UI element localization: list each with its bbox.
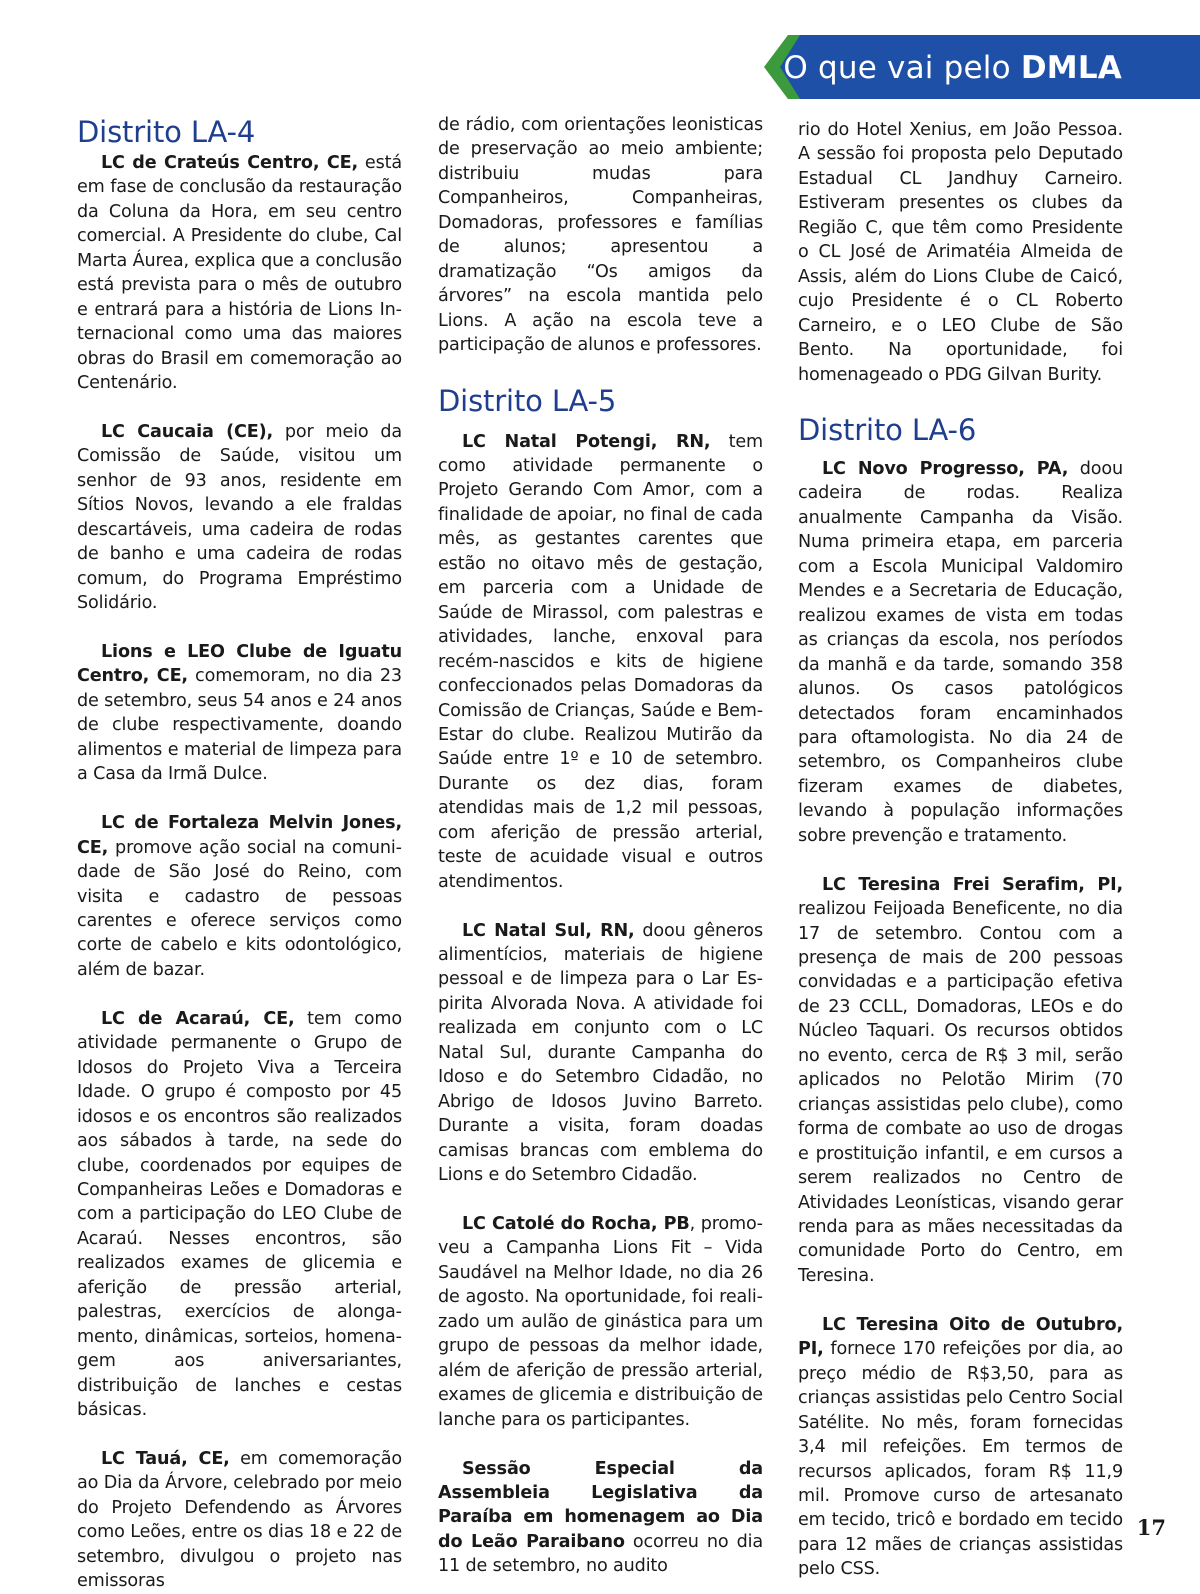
section-title: O que vai pelo DMLA (783, 50, 1122, 86)
article-acarau: LC de Acaraú, CE, tem como atividade permanente o Grupo de Idosos do Projeto Viva a Terceira Idade. O grupo é composto por 45 idosos e os encontros são realizados aos sábados à tarde, na sede do clube, coordenados por equipes de Companheiras Leões e Domadoras e com a participação do LEO Clube de Acaraú. Nesses encontros, são realizados exames de glicemia e aferição de pressão arterial, palestras, exercícios de alongamento, dinâmicas, sorteios, homenagem aos aniversariantes, distribuição de lanches e cestas básicas. (77, 1008, 402, 1421)
article-novo-progresso: LC Novo Progresso, PA, doou cadeira de rodas. Realiza anualmente Campanha da Visão. Numa primeira etapa, em parceria com a Escola Municipal Valdomiro Mendes e a Secretaria de Educação, realizou exames de vista em todas as crianças da escola, nos períodos da manhã e da tarde, somando 358 alunos. Os casos patológicos detectados foram encaminhados para oftamologista. No dia 24 de setembro, os Companheiros clube fizeram exames de diabetes, levando à população informações sobre prevenção e tratamento. (798, 458, 1123, 846)
article-assembleia-paraiba: Sessão Especial da Assembleia Legislativa da Paraíba em homenagem ao Dia do Leão Paraibano ocorreu no dia 11 de setembro, no audito (438, 1458, 764, 1577)
article-crateus: LC de Crateús Centro, CE, está em fase de conclusão da restauração da Coluna da Hora, em seu centro comercial. A Presidente do clube, Cal Marta Áurea, explica que a conclusão está prevista para o mês de outubro e entrará para a história de Lions Internacional como uma das maiores obras do Brasil em comemoração ao Centenário. (77, 153, 403, 394)
article-natal-potengi: LC Natal Potengi, RN, tem como atividade permanente o Projeto Gerando Com Amor, com a finalidade de apoiar, no final de cada mês, as gestantes carentes que estão no oitavo mês de gestação, em parceria com a Unidade de Saúde de Mirassol, com palestras e atividades, lanche, enxoval para recém-nascidos e kits de higiene confeccionados pelas Domadoras da Comissão de Crianças, Saúde e Bem-Estar do clube. Realizou Mutirão da Saúde entre 1º e 10 de setembro. Durante os dez dias, foram atendidas mais de 1,2 mil pessoas, com aferição de pressão arterial, teste de acuidade visual e outros atendimentos. (438, 431, 763, 892)
article-caucaia: LC Caucaia (CE), por meio da Comissão de Saúde, visitou um senhor de 93 anos, residente em Sítios Novos, levando a ele fraldas descartáveis, uma cadeira de rodas de banho e uma cadeira de rodas comum, do Programa Empréstimo Solidário. (77, 421, 402, 614)
article-teresina-frei-serafim: LC Teresina Frei Serafim, PI, realizou Feijoada Beneficente, no dia 17 de setembro. Contou com a presença de mais de 200 pessoas convidadas e a participação efetiva de 23 CCLL, Domadoras, LEOs e do Núcleo Taquari. Os recursos obtidos no evento, cerca de R$ 3 mil, serão aplicados no Pelotão Mirim (70 crianças assistidas pelo clube), como forma de combate ao uso de drogas e prostituição infantil, e em cursos a serem realizados no Centro de Atividades Leonísticas, visando gerar renda para as mães necessitadas da comunidade Porto do Centro, em Teresina. (798, 874, 1123, 1286)
page-number: 17 (1136, 1515, 1166, 1540)
heading-distrito-la6: Distrito LA-6 (798, 412, 977, 447)
article-catole-rocha: LC Catolé do Rocha, PB, promoveu a Campanha Lions Fit – Vida Saudável na Melhor Idade, no dia 26 de agosto. Na oportunidade, foi realizado um aulão de ginástica para um grupo de pessoas da melhor idade, além de aferição de pressão arterial, exames de glicemia e distribuição de lanche para os participantes. (438, 1214, 763, 1430)
article-iguatu: Lions e LEO Clube de Iguatu Centro, CE, comemoram, no dia 23 de setembro, seus 54 anos e 24 anos de clube respectivamente, doando alimentos e material de limpeza para a Casa da Irmã Dulce. (77, 642, 402, 785)
article-taua-continued: de rádio, com orientações leonisticas de preservação ao meio ambiente; distribuiu mudas para Companheiros, Companheiras, Domadoras, professores e famílias de alunos; apresentou a dramatização “Os amigos da árvores” na escola mantida pelo Lions. A ação na escola teve a participação de alunos e professores. (438, 115, 763, 356)
article-assembleia-continued: rio do Hotel Xenius, em João Pessoa. A sessão foi proposta pelo Deputado Estadual CL Jandhuy Carneiro. Estiveram presentes os clubes da Região C, que têm como Presidente o CL José de Arimatéia Almeida de Assis, além do Lions Clube de Caicó, cujo Presidente é o CL Roberto Carneiro, e o LEO Clube de São Bento. Na oportunidade, foi homenageado o PDG Gilvan Burity. (798, 120, 1123, 385)
column-1 (77, 113, 402, 1594)
article-natal-sul: LC Natal Sul, RN, doou gêneros alimentícios, materiais de higiene pessoal e de limpeza para o Lar Espirita Alvorada Nova. A atividade foi realizada em conjunto com o LC Natal Sul, durante Campanha do Idoso e do Setembro Cidadão, no Abrigo de Idosos Juvino Barreto. Durante a visita, foram doadas camisas brancas com emblema do Lions e do Setembro Cidadão. (438, 920, 763, 1186)
column-2 (438, 113, 763, 1579)
section-banner (764, 35, 1200, 99)
article-fortaleza: LC de Fortaleza Melvin Jones, CE, promove ação social na comunidade de São José do Reino, com visita e cadastro de pessoas carentes e oferece serviços como corte de cabelo e kits odontológico, além de bazar. (77, 813, 402, 980)
column-3 (798, 118, 1123, 1582)
heading-distrito-la5: Distrito LA-5 (438, 383, 617, 418)
article-teresina-oito-outubro: LC Teresina Oito de Outubro, PI, fornece 170 refeições por dia, ao preço médio de R$3,50, para as crianças assistidas pelo Centro Social Satélite. No mês, foram fornecidas 3,4 mil refeições. Em termos de recursos aplicados, foram R$ 11,9 mil. Promove curso de artesanato em tecido, tricô e bordado em tecido para 12 mães de crianças assistidas pelo CSS. (798, 1314, 1123, 1580)
article-taua: LC Tauá, CE, em comemoração ao Dia da Árvore, celebrado por meio do Projeto Defendendo as Árvores como Leões, entre os dias 18 e 22 de setembro, divulgou o projeto nas emissoras (77, 1448, 402, 1592)
heading-distrito-la4: Distrito LA-4 (77, 115, 256, 149)
